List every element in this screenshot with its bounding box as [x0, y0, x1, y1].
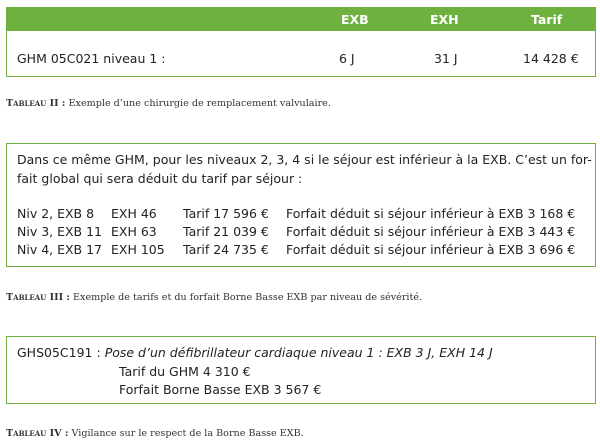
row-tarif: 14 428 €	[523, 51, 579, 66]
table-header	[7, 8, 595, 31]
caption-prefix: Tableau III :	[6, 292, 70, 303]
row-4-exh: EXH 105	[111, 242, 165, 257]
row-3-tarif: Tarif 21 039 €	[183, 224, 269, 239]
row-3-exh: EXH 63	[111, 224, 157, 239]
row-4-forfait: Forfait déduit si séjour inférieur à EXB 3 696 €	[286, 242, 576, 257]
row-4-tarif: Tarif 24 735 €	[183, 242, 269, 257]
caption-prefix: Tableau IV :	[6, 428, 69, 439]
table-ii	[6, 7, 596, 77]
row-3-niv: Niv 3, EXB 11	[17, 224, 103, 239]
ghs-description: Pose d’un défibrillateur cardiaque niveau 1 : EXB 3 J, EXH 14 J	[104, 345, 493, 360]
caption-text: Exemple de tarifs et du forfait Borne Basse EXB par niveau de sévérité.	[73, 292, 423, 303]
row-exh: 31 J	[434, 51, 458, 66]
caption-table-iii	[6, 292, 422, 303]
table-iii-box	[6, 143, 596, 267]
caption-table-iv	[6, 428, 304, 439]
caption-prefix: Tableau II :	[6, 98, 66, 109]
ghs-line	[17, 345, 493, 360]
row-2-exh: EXH 46	[111, 206, 157, 221]
row-exb: 6 J	[339, 51, 355, 66]
header-exb: EXB	[341, 12, 369, 27]
row-3-forfait: Forfait déduit si séjour inférieur à EXB 3 443 €	[286, 224, 576, 239]
table-iv-box	[6, 336, 596, 404]
row-2-niv: Niv 2, EXB 8	[17, 206, 95, 221]
row-4-niv: Niv 4, EXB 17	[17, 242, 103, 257]
header-tarif: Tarif	[531, 12, 563, 27]
tarif-line: Tarif du GHM 4 310 €	[119, 364, 251, 379]
row-2-tarif: Tarif 17 596 €	[183, 206, 269, 221]
caption-text: Vigilance sur le respect de la Borne Basse EXB.	[71, 428, 304, 439]
caption-text: Exemple d’une chirurgie de remplacement valvulaire.	[68, 98, 331, 109]
header-exh: EXH	[430, 12, 459, 27]
ghs-code: GHS05C191 :	[17, 345, 101, 360]
row-label: GHM 05C021 niveau 1 :	[17, 51, 166, 66]
forfait-line: Forfait Borne Basse EXB 3 567 €	[119, 382, 322, 397]
row-2-forfait: Forfait déduit si séjour inférieur à EXB 3 168 €	[286, 206, 576, 221]
intro-line-1: Dans ce même GHM, pour les niveaux 2, 3, 4 si le séjour est inférieur à la EXB. C’est un for-	[17, 152, 592, 167]
intro-line-2: fait global qui sera déduit du tarif par séjour :	[17, 171, 303, 186]
caption-table-ii	[6, 98, 331, 109]
